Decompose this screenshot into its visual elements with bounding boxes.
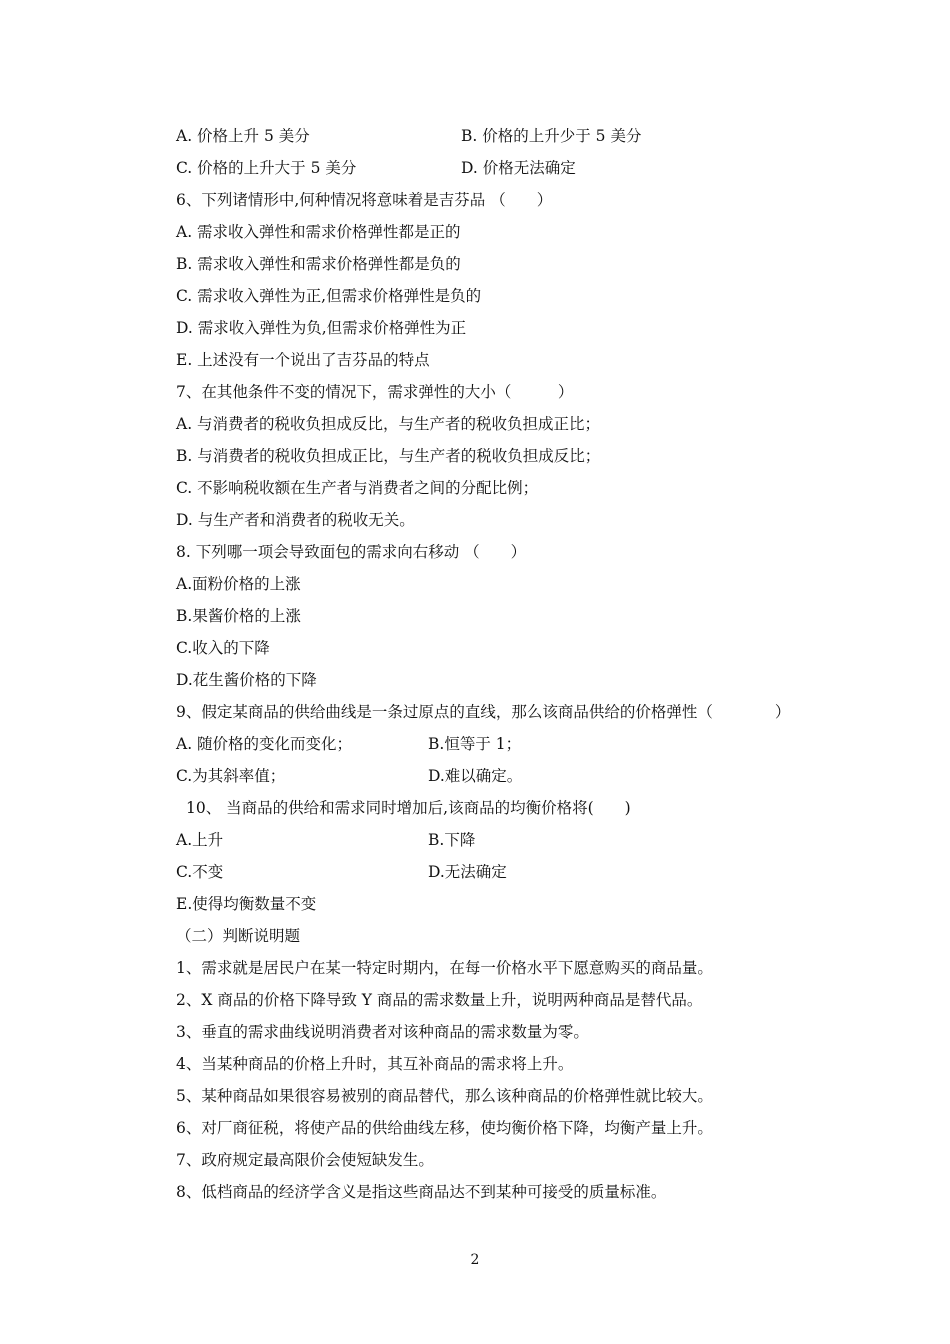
- option-9d: D.难以确定。: [428, 767, 523, 785]
- option-10b: B.下降: [428, 831, 476, 849]
- option-7d: D. 与生产者和消费者的税收无关。: [176, 511, 415, 529]
- option-10d: D.无法确定: [428, 863, 507, 881]
- option-10c: C.不变: [176, 863, 224, 881]
- option-5b: B. 价格的上升少于 5 美分: [461, 127, 642, 145]
- option-5a: A. 价格上升 5 美分: [176, 127, 310, 145]
- judgment-2: 2、X 商品的价格下降导致 Y 商品的需求数量上升，说明两种商品是替代品。: [176, 991, 703, 1009]
- option-8c: C.收入的下降: [176, 639, 270, 657]
- question-8: 8. 下列哪一项会导致面包的需求向右移动 （ ）: [176, 543, 527, 561]
- option-8b: B.果酱价格的上涨: [176, 607, 301, 625]
- option-5c: C. 价格的上升大于 5 美分: [176, 159, 357, 177]
- question-7: 7、在其他条件不变的情况下，需求弹性的大小（ ）: [176, 383, 574, 401]
- option-6d: D. 需求收入弹性为负,但需求价格弹性为正: [176, 319, 467, 337]
- judgment-6: 6、对厂商征税，将使产品的供给曲线左移，使均衡价格下降，均衡产量上升。: [176, 1119, 713, 1137]
- judgment-3: 3、垂直的需求曲线说明消费者对该种商品的需求数量为零。: [176, 1023, 589, 1041]
- option-7a: A. 与消费者的税收负担成反比，与生产者的税收负担成正比；: [176, 415, 601, 433]
- judgment-7: 7、政府规定最高限价会使短缺发生。: [176, 1151, 434, 1169]
- judgment-8: 8、低档商品的经济学含义是指这些商品达不到某种可接受的质量标准。: [176, 1183, 667, 1201]
- option-9c: C.为其斜率值；: [176, 767, 286, 785]
- option-5d: D. 价格无法确定: [461, 159, 576, 177]
- page-number: 2: [470, 1252, 480, 1268]
- judgment-1: 1、需求就是居民户在某一特定时期内，在每一价格水平下愿意购买的商品量。: [176, 959, 713, 977]
- option-10e: E.使得均衡数量不变: [176, 895, 317, 913]
- question-10: 10、 当商品的供给和需求同时增加后,该商品的均衡价格将( ): [186, 799, 631, 817]
- option-7c: C. 不影响税收额在生产者与消费者之间的分配比例；: [176, 479, 539, 497]
- option-8a: A.面粉价格的上涨: [176, 575, 301, 593]
- option-9b: B.恒等于 1；: [428, 735, 522, 753]
- option-6a: A. 需求收入弹性和需求价格弹性都是正的: [176, 223, 461, 241]
- question-6: 6、下列诸情形中,何种情况将意味着是吉芬品 （ ）: [176, 191, 553, 209]
- section-heading: （二）判断说明题: [176, 927, 301, 945]
- judgment-5: 5、某种商品如果很容易被别的商品替代，那么该种商品的价格弹性就比较大。: [176, 1087, 713, 1105]
- option-6e: E. 上述没有一个说出了吉芬品的特点: [176, 351, 430, 369]
- question-9: 9、假定某商品的供给曲线是一条过原点的直线，那么该商品供给的价格弹性（ ）: [176, 703, 791, 721]
- option-7b: B. 与消费者的税收负担成正比，与生产者的税收负担成反比；: [176, 447, 601, 465]
- option-10a: A.上升: [176, 831, 224, 849]
- option-6b: B. 需求收入弹性和需求价格弹性都是负的: [176, 255, 461, 273]
- option-6c: C. 需求收入弹性为正,但需求价格弹性是负的: [176, 287, 482, 305]
- option-9a: A. 随价格的变化而变化；: [176, 735, 353, 753]
- judgment-4: 4、当某种商品的价格上升时，其互补商品的需求将上升。: [176, 1055, 574, 1073]
- option-8d: D.花生酱价格的下降: [176, 671, 317, 689]
